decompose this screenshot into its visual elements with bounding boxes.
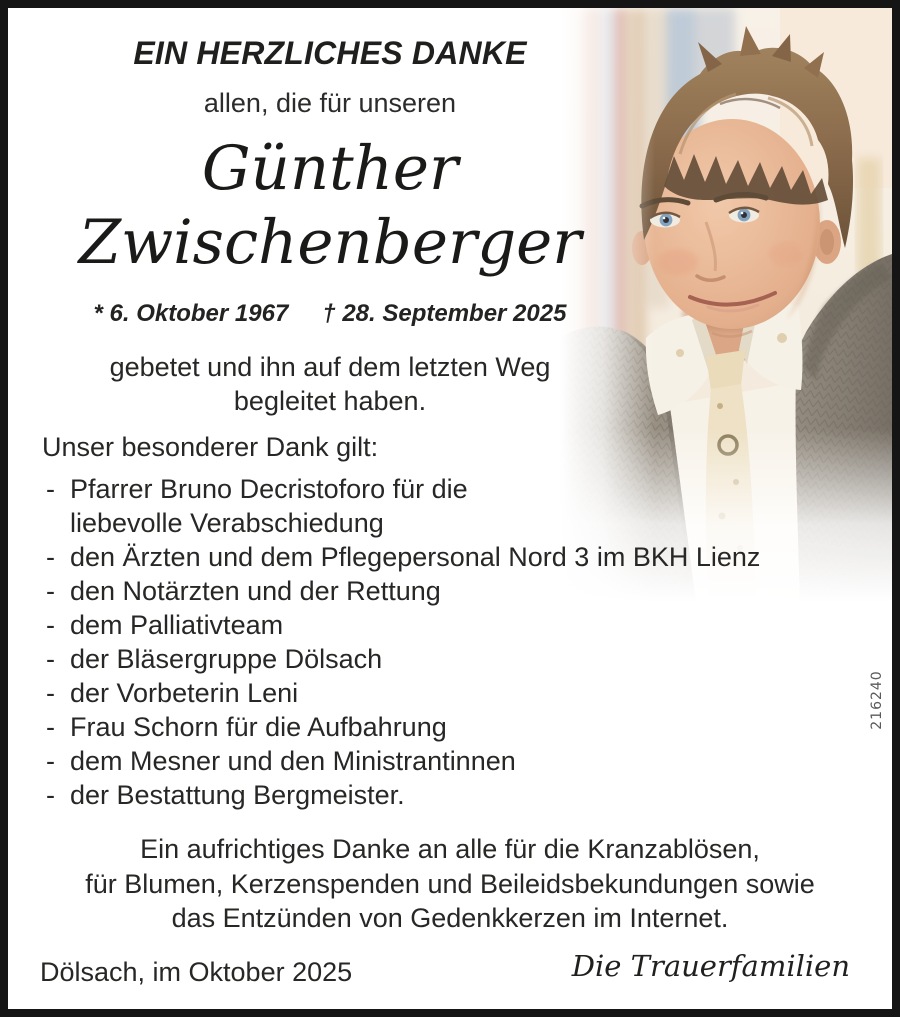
list-dash: - bbox=[46, 643, 55, 674]
thanks-item bbox=[46, 608, 886, 642]
list-dash: - bbox=[46, 609, 55, 640]
thanks-item-text: den Ärzten und dem Pflegepersonal Nord 3 im BKH Lienz bbox=[70, 541, 761, 572]
list-dash: - bbox=[46, 541, 55, 572]
thanks-item bbox=[46, 710, 886, 744]
thanks-item bbox=[46, 676, 886, 710]
closing-line-1: Ein aufrichtiges Danke an alle für die Kranzablösen, bbox=[140, 834, 760, 864]
thanks-item bbox=[46, 778, 886, 812]
thanks-item-text: der Bläsergruppe Dölsach bbox=[70, 643, 383, 674]
list-dash: - bbox=[46, 711, 55, 742]
list-dash: - bbox=[46, 677, 55, 708]
deceased-last-name: Zwischenberger bbox=[78, 207, 582, 278]
page-title: EIN HERZLICHES DANKE bbox=[133, 35, 527, 71]
list-dash: - bbox=[46, 779, 55, 810]
thanks-item-text: der Bestattung Bergmeister. bbox=[70, 779, 405, 810]
closing-paragraph bbox=[8, 832, 892, 936]
place-date: Dölsach, im Oktober 2025 bbox=[40, 957, 353, 987]
thanks-item-text: dem Mesner und den Ministrantinnen bbox=[70, 745, 516, 776]
thanks-item bbox=[46, 472, 886, 506]
death-date: † 28. September 2025 bbox=[322, 300, 567, 327]
intro-line: allen, die für unseren bbox=[203, 88, 457, 118]
life-dates bbox=[30, 300, 630, 328]
birth-date: * 6. Oktober 1967 bbox=[93, 300, 289, 327]
thanks-item-text: den Notärzten und der Rettung bbox=[70, 575, 441, 606]
thanks-item-text: dem Palliativteam bbox=[70, 609, 284, 640]
thanks-item bbox=[46, 642, 886, 676]
thanks-item bbox=[46, 506, 886, 540]
list-dash: - bbox=[46, 745, 55, 776]
thanks-heading: Unser besonderer Dank gilt: bbox=[42, 432, 379, 462]
thanks-item-text: Pfarrer Bruno Decristoforo für die bbox=[70, 473, 468, 504]
thanks-item bbox=[46, 744, 886, 778]
lead-line-2: begleitet haben. bbox=[233, 386, 427, 416]
thanks-item bbox=[46, 574, 886, 608]
closing-line-2: für Blumen, Kerzenspenden und Beileidsbekundungen sowie bbox=[85, 868, 815, 899]
thanks-list bbox=[46, 472, 886, 812]
thanks-item-text: Frau Schorn für die Aufbahrung bbox=[70, 711, 447, 742]
closing-line-3: das Entzünden von Gedenkkerzen im Internet. bbox=[171, 903, 729, 933]
print-code: 216240 bbox=[869, 670, 885, 730]
lead-line-1: gebetet und ihn auf dem letzten Weg bbox=[109, 352, 551, 382]
thanks-item-text: der Vorbeterin Leni bbox=[70, 677, 299, 708]
list-dash: - bbox=[46, 473, 55, 504]
signature: Die Trauerfamilien bbox=[571, 949, 850, 983]
deceased-first-name: Günther bbox=[201, 133, 459, 204]
thanks-item-text: liebevolle Verabschiedung bbox=[70, 507, 384, 538]
list-dash: - bbox=[46, 575, 55, 606]
thanks-item bbox=[46, 540, 886, 574]
